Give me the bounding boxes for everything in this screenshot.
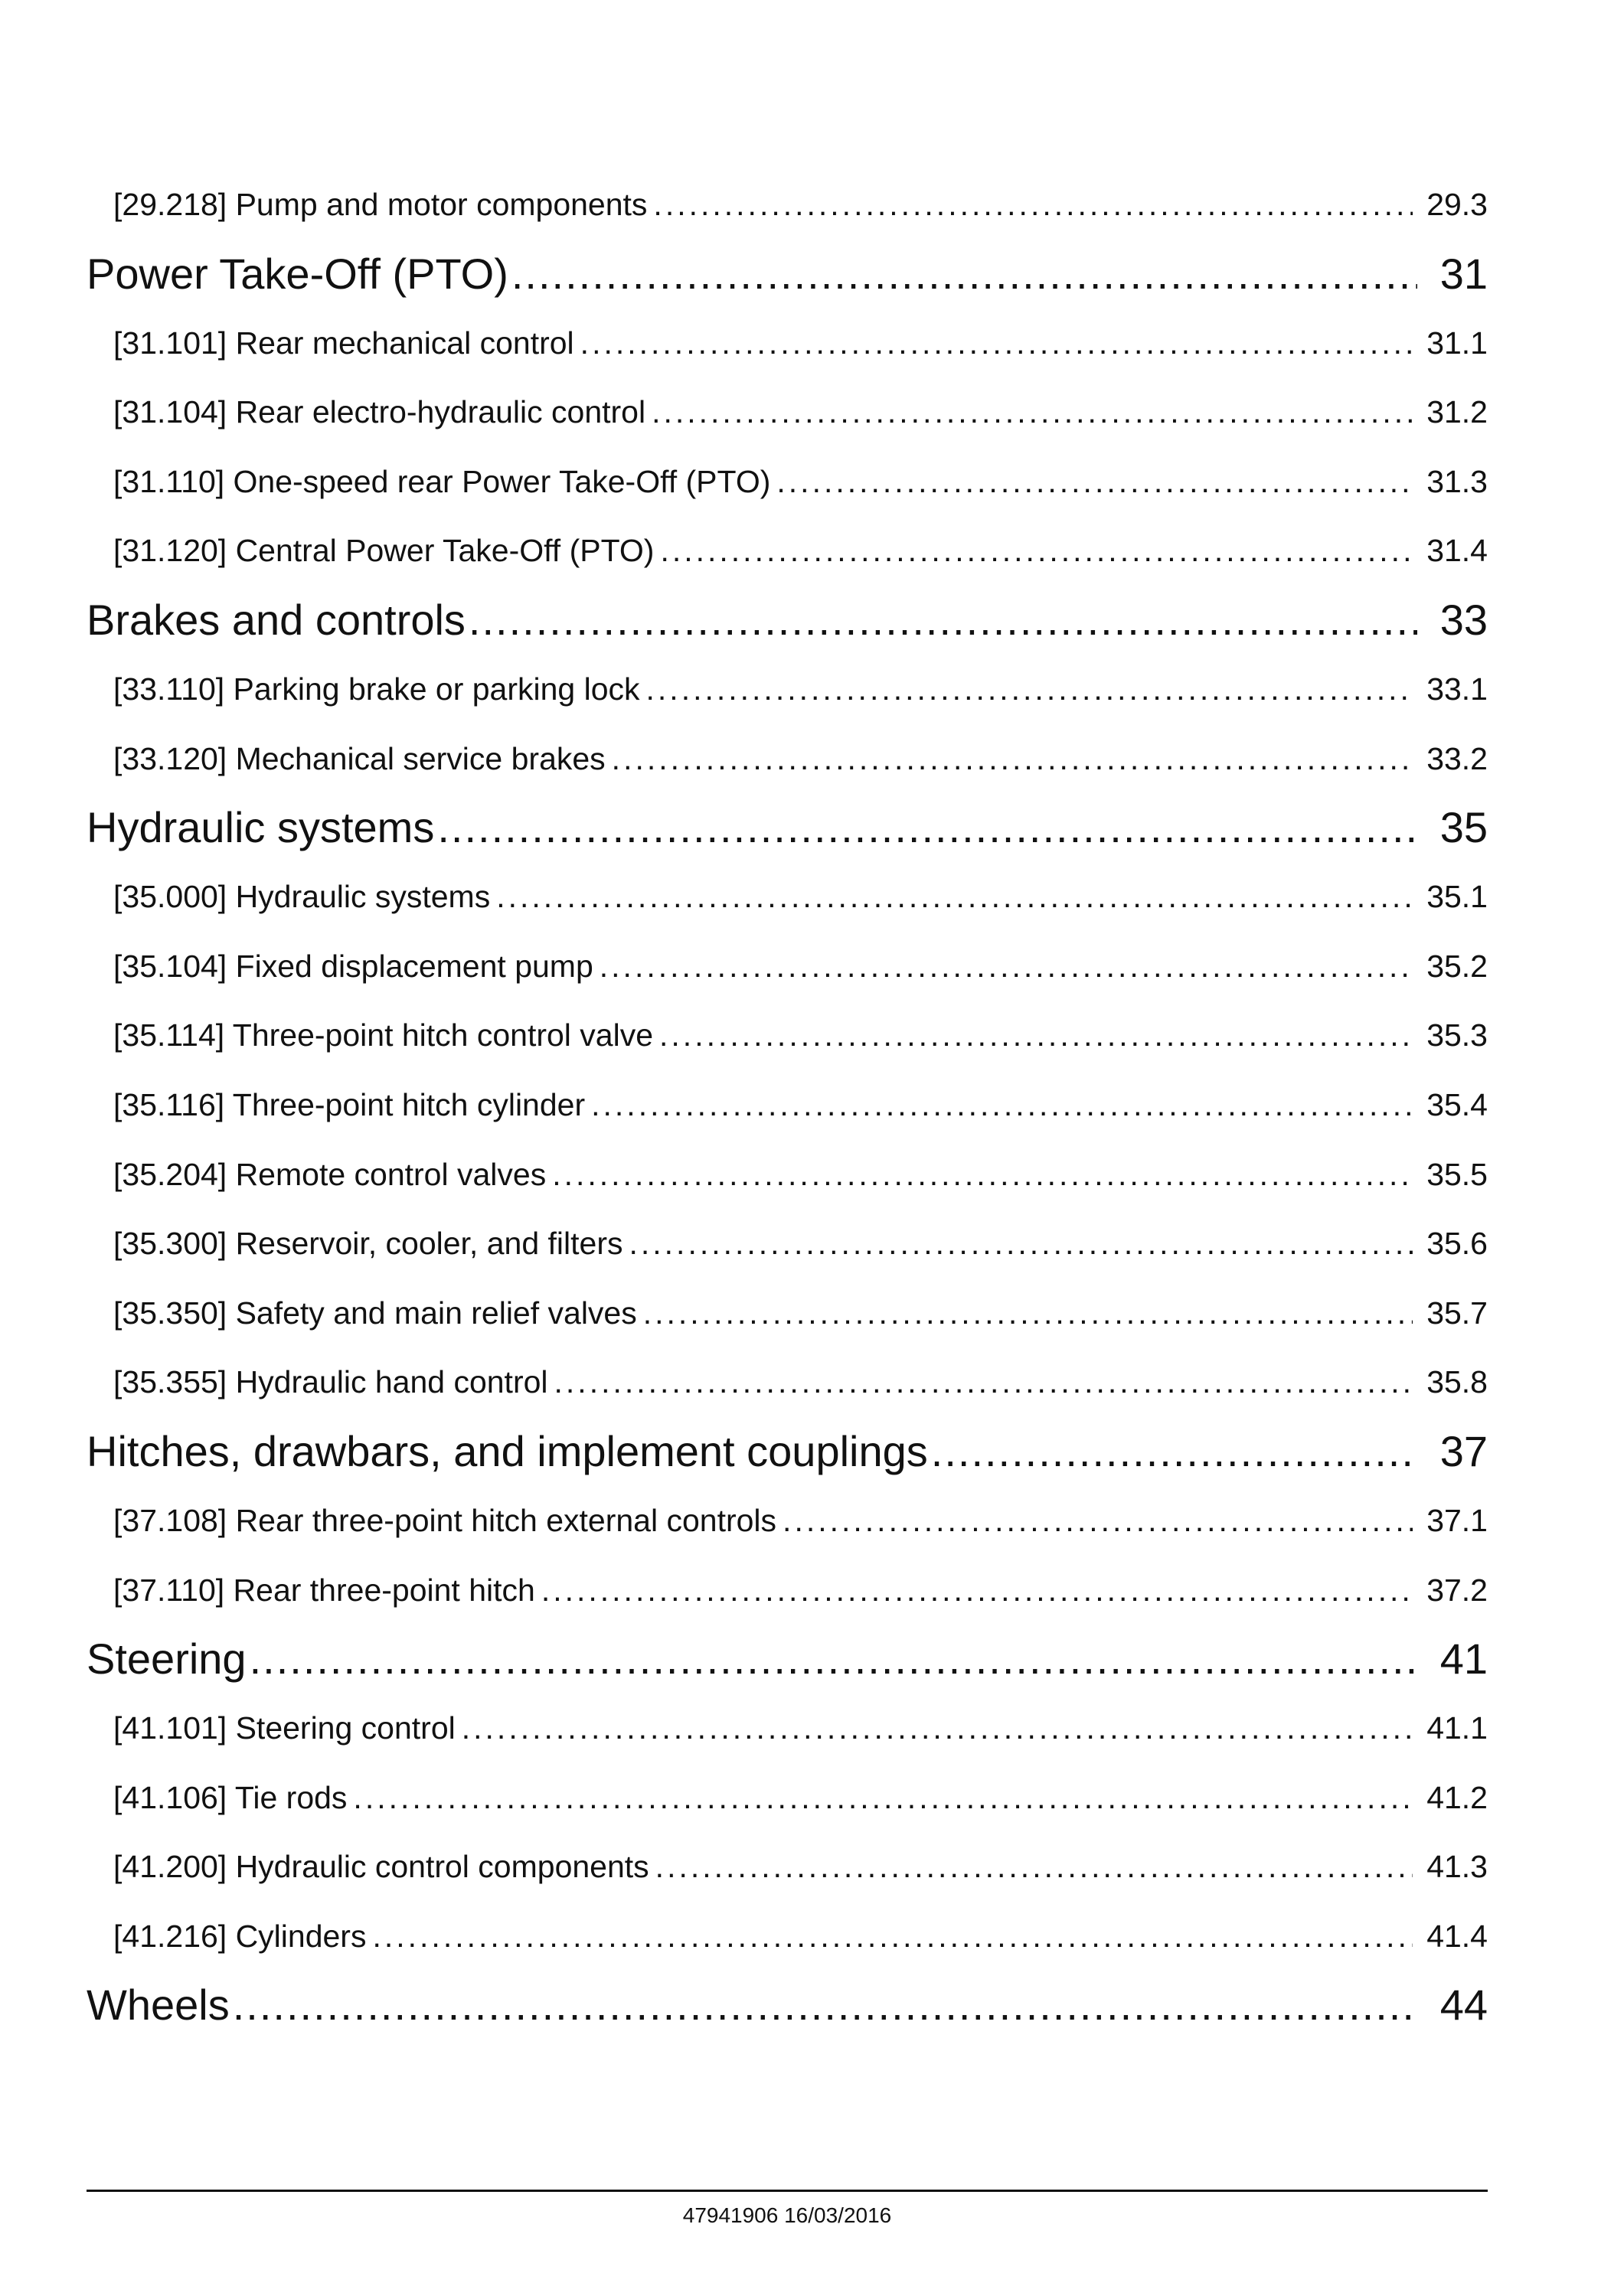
toc-entry-title: [35.104] Fixed displacement pump <box>113 948 593 984</box>
toc-entry-title: [41.106] Tie rods <box>113 1779 348 1815</box>
toc-chapter-entry[interactable] <box>87 240 1488 309</box>
toc-dot-leader <box>646 655 1413 724</box>
toc-section-entry[interactable] <box>87 1001 1488 1070</box>
toc-entry-title: [33.110] Parking brake or parking lock <box>113 671 640 707</box>
toc-dot-leader <box>783 1486 1413 1556</box>
toc-dot-leader <box>496 862 1413 932</box>
toc-dot-leader <box>372 1902 1413 1971</box>
toc-section-entry[interactable] <box>87 1832 1488 1902</box>
toc-entry-page-number: 37 <box>1439 1426 1488 1475</box>
toc-dot-leader <box>469 586 1417 655</box>
toc-entry-page-number: 41.2 <box>1426 1779 1488 1815</box>
toc-entry-title: [37.110] Rear three-point hitch <box>113 1572 535 1608</box>
toc-section-entry[interactable] <box>87 1693 1488 1763</box>
toc-entry-page-number: 35 <box>1439 803 1488 852</box>
toc-entry-page-number: 41.1 <box>1426 1710 1488 1746</box>
toc-entry-title: [35.355] Hydraulic hand control <box>113 1364 548 1400</box>
toc-entry-title: [29.218] Pump and motor components <box>113 187 648 222</box>
toc-dot-leader <box>931 1417 1417 1486</box>
toc-entry-page-number: 35.5 <box>1426 1156 1488 1192</box>
toc-entry-page-number: 31.4 <box>1426 533 1488 569</box>
toc-entry-page-number: 35.8 <box>1426 1364 1488 1400</box>
toc-dot-leader <box>554 1347 1413 1417</box>
toc-entry-page-number: 31.1 <box>1426 325 1488 361</box>
toc-entry-title: Wheels <box>87 1981 230 2030</box>
toc-dot-leader <box>541 1556 1413 1625</box>
toc-entry-title: Steering <box>87 1635 247 1684</box>
toc-entry-page-number: 37.1 <box>1426 1502 1488 1538</box>
toc-entry-title: [41.216] Cylinders <box>113 1918 367 1954</box>
toc-dot-leader <box>600 932 1413 1001</box>
toc-entry-page-number: 33.1 <box>1426 671 1488 707</box>
toc-entry-page-number: 31.2 <box>1426 394 1488 430</box>
toc-entry-title: Power Take-Off (PTO) <box>87 249 508 298</box>
toc-entry-page-number: 33.2 <box>1426 740 1488 776</box>
toc-entry-title: [35.300] Reservoir, cooler, and filters <box>113 1226 623 1262</box>
toc-chapter-entry[interactable] <box>87 1625 1488 1693</box>
toc-section-entry[interactable] <box>87 516 1488 586</box>
toc-section-entry[interactable] <box>87 1279 1488 1348</box>
toc-dot-leader <box>353 1763 1413 1833</box>
toc-section-entry[interactable] <box>87 1902 1488 1971</box>
toc-dot-leader <box>233 1971 1417 2040</box>
toc-section-entry[interactable] <box>87 1763 1488 1833</box>
toc-section-entry[interactable] <box>87 377 1488 447</box>
toc-entry-page-number: 31.3 <box>1426 463 1488 499</box>
toc-entry-title: [41.101] Steering control <box>113 1710 456 1746</box>
toc-section-entry[interactable] <box>87 862 1488 932</box>
toc-entry-page-number: 35.7 <box>1426 1295 1488 1331</box>
toc-section-entry[interactable] <box>87 655 1488 724</box>
toc-entry-title: [35.114] Three-point hitch control valve <box>113 1017 654 1053</box>
toc-section-entry[interactable] <box>87 1070 1488 1140</box>
toc-dot-leader <box>653 170 1413 240</box>
toc-section-entry[interactable] <box>87 1556 1488 1625</box>
toc-entry-title: Hitches, drawbars, and implement couplings <box>87 1426 928 1475</box>
toc-entry-page-number: 29.3 <box>1426 187 1488 222</box>
toc-entry-page-number: 41.4 <box>1426 1918 1488 1954</box>
toc-dot-leader <box>462 1693 1413 1763</box>
toc-section-entry[interactable] <box>87 1486 1488 1556</box>
toc-entry-page-number: 35.6 <box>1426 1226 1488 1262</box>
toc-section-entry[interactable] <box>87 1140 1488 1210</box>
toc-dot-leader <box>612 724 1413 794</box>
toc-section-entry[interactable] <box>87 932 1488 1001</box>
toc-dot-leader <box>437 793 1417 862</box>
toc-entry-title: [35.116] Three-point hitch cylinder <box>113 1086 586 1122</box>
footer-divider <box>87 2190 1488 2192</box>
toc-entry-title: [41.200] Hydraulic control components <box>113 1849 649 1885</box>
toc-dot-leader <box>629 1209 1413 1279</box>
toc-section-entry[interactable] <box>87 447 1488 517</box>
toc-entry-title: [35.204] Remote control valves <box>113 1156 547 1192</box>
toc-entry-page-number: 35.3 <box>1426 1017 1488 1053</box>
toc-dot-leader <box>776 447 1413 517</box>
toc-entry-title: [35.000] Hydraulic systems <box>113 879 491 915</box>
toc-entry-title: [31.101] Rear mechanical control <box>113 325 574 361</box>
toc-entry-page-number: 41 <box>1439 1635 1488 1684</box>
toc-section-entry[interactable] <box>87 724 1488 794</box>
toc-entry-title: [31.110] One-speed rear Power Take-Off (PTO) <box>113 463 771 499</box>
toc-dot-leader <box>643 1279 1413 1348</box>
toc-section-entry[interactable] <box>87 1347 1488 1417</box>
toc-entry-page-number: 35.4 <box>1426 1086 1488 1122</box>
toc-entry-page-number: 33 <box>1439 595 1488 644</box>
toc-entry-title: [31.104] Rear electro-hydraulic control <box>113 394 646 430</box>
toc-entry-page-number: 31 <box>1439 249 1488 298</box>
toc-dot-leader <box>652 377 1413 447</box>
toc-dot-leader <box>580 309 1413 378</box>
toc-entry-title: [37.108] Rear three-point hitch external controls <box>113 1502 777 1538</box>
toc-section-entry[interactable] <box>87 1209 1488 1279</box>
toc-chapter-entry[interactable] <box>87 586 1488 655</box>
toc-entry-page-number: 35.1 <box>1426 879 1488 915</box>
toc-dot-leader <box>511 240 1417 309</box>
toc-dot-leader <box>591 1070 1413 1140</box>
toc-entry-page-number: 44 <box>1439 1981 1488 2030</box>
toc-chapter-entry[interactable] <box>87 1417 1488 1486</box>
toc-dot-leader <box>655 1832 1413 1902</box>
toc-entry-title: Hydraulic systems <box>87 803 435 852</box>
toc-entry-page-number: 35.2 <box>1426 948 1488 984</box>
toc-entry-page-number: 41.3 <box>1426 1849 1488 1885</box>
toc-section-entry[interactable] <box>87 170 1488 240</box>
toc-chapter-entry[interactable] <box>87 793 1488 862</box>
toc-section-entry[interactable] <box>87 309 1488 378</box>
table-of-contents <box>87 170 1488 2040</box>
toc-dot-leader <box>250 1625 1417 1693</box>
toc-dot-leader <box>660 516 1413 586</box>
toc-dot-leader <box>659 1001 1413 1070</box>
toc-chapter-entry[interactable] <box>87 1971 1488 2040</box>
footer-document-info: 47941906 16/03/2016 <box>682 2203 892 2227</box>
toc-dot-leader <box>552 1140 1413 1210</box>
toc-entry-page-number: 37.2 <box>1426 1572 1488 1608</box>
toc-entry-title: Brakes and controls <box>87 595 466 644</box>
toc-entry-title: [33.120] Mechanical service brakes <box>113 740 606 776</box>
toc-entry-title: [31.120] Central Power Take-Off (PTO) <box>113 533 655 569</box>
toc-entry-title: [35.350] Safety and main relief valves <box>113 1295 637 1331</box>
